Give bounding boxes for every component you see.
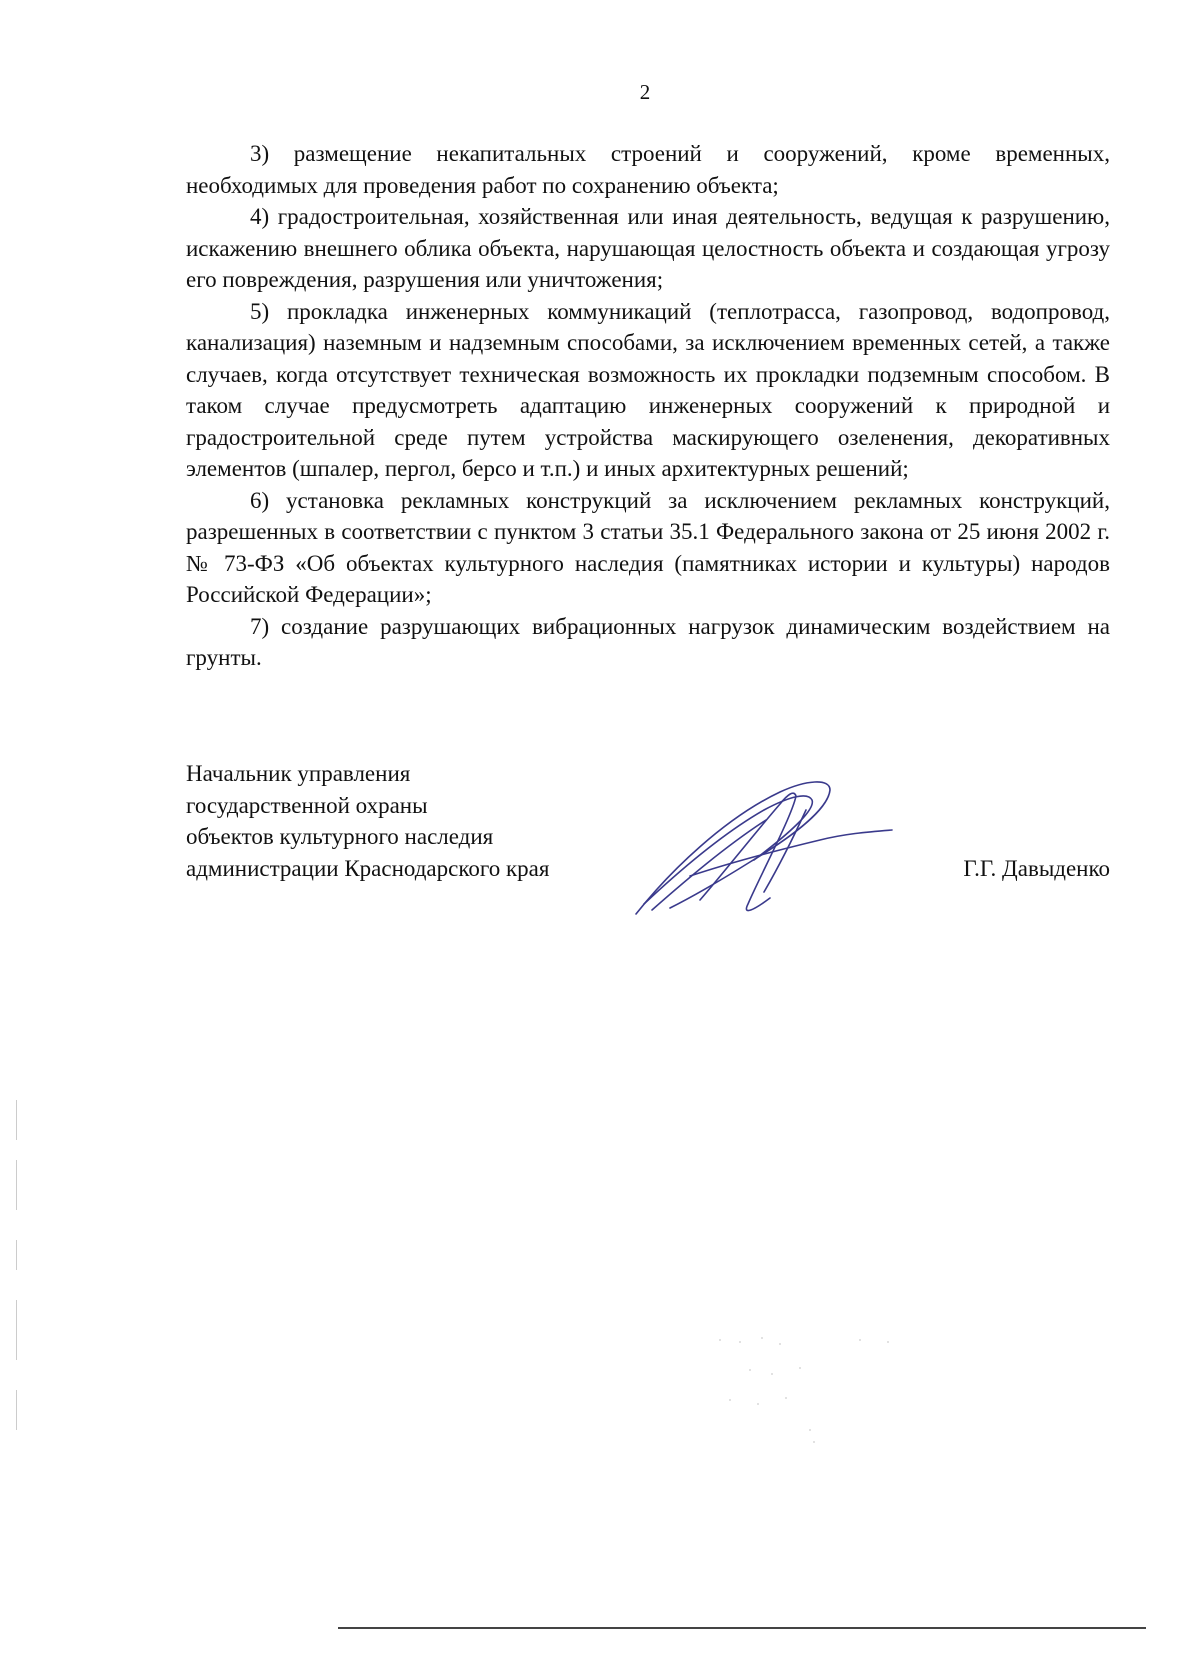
signatory-title-line: Начальник управления — [186, 761, 411, 786]
scan-edge-left — [16, 1100, 17, 1140]
scan-edge-left — [16, 1390, 17, 1430]
signatory-title — [186, 758, 549, 884]
page-number: 2 — [639, 80, 651, 104]
paragraph-item-6: 6) установка рекламных конструкций за исключением рекламных конструкций, разрешенных в соответствии с пунктом 3 статьи 35.1 Федерального закона от 25 июня 2002 г. № 73-ФЗ «Об объектах культурного наследия (памятниках истории и культуры) народов Российской Федерации»; — [186, 487, 1110, 607]
signatory-title-line: государственной охраны — [186, 792, 428, 818]
bottom-rule — [338, 1627, 1146, 1629]
document-body — [186, 138, 1110, 674]
scan-edge-left — [16, 1160, 17, 1210]
signatory-name: Г.Г. Давыденко — [963, 855, 1110, 881]
paragraph-item-7: 7) создание разрушающих вибрационных нагрузок динамическим воздействием на грунты. — [186, 613, 1110, 670]
signatory-title-line: администрации Краснодарского края — [186, 855, 550, 881]
signatory-title-line: объектов культурного наследия — [186, 824, 494, 849]
scan-edge-left — [16, 1300, 17, 1360]
paragraph-item-3: 3) размещение некапитальных строений и сооружений, кроме временных, необходимых для проведения работ по сохранению объекта; — [186, 141, 1110, 198]
scan-edge-left — [16, 1240, 17, 1270]
scan-noise — [710, 1330, 940, 1450]
paragraph-item-5: 5) прокладка инженерных коммуникаций (теплотрасса, газопровод, водопровод, канализация) наземным и надземным способами, за исключением временных сетей, а также случаев, когда отсутствует техническая возможность их прокладки подземным способом. В таком случае предусмотреть адаптацию инженерных сооружений к природной и градостроительной среде путем устройства маскирующего озеленения, декоративных элементов (шпалер, пергол, берсо и т.п.) и иных архитектурных решений; — [186, 298, 1110, 481]
paragraph-item-4: 4) градостроительная, хозяйственная или иная деятельность, ведущая к разрушению, искажению внешнего облика объекта, нарушающая целостность объекта и создающая угрозу его повреждения, разрушения или уничтожения; — [186, 204, 1110, 292]
handwritten-signature — [630, 776, 910, 926]
